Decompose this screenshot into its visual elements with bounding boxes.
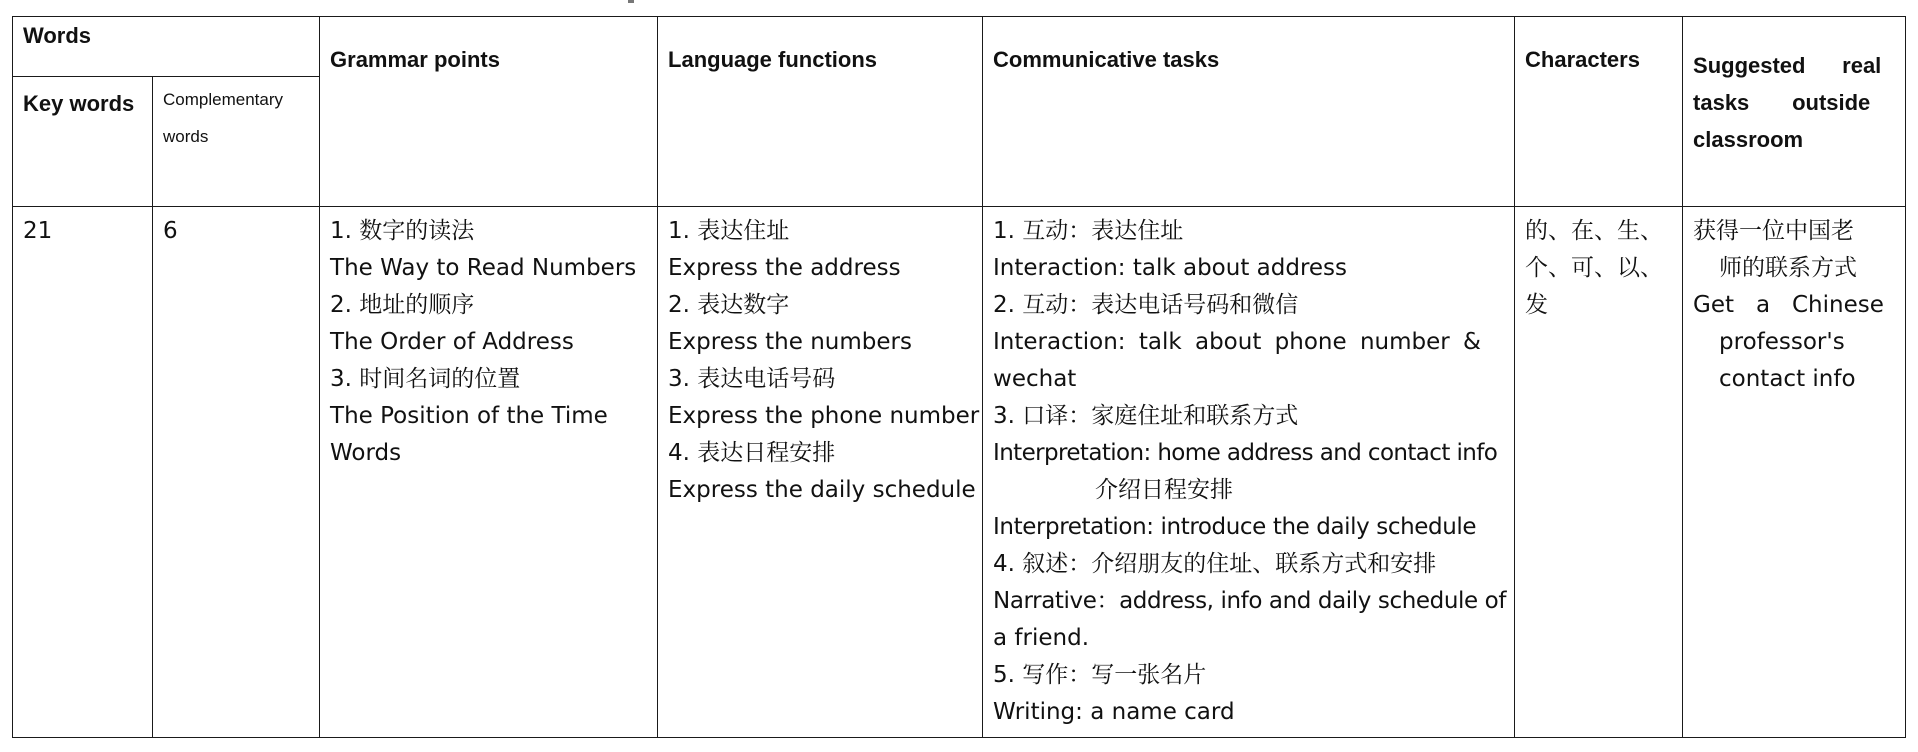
suggested-line: professor's (1719, 329, 1845, 355)
task-line: Interaction: talk about phone number & (993, 329, 1481, 355)
suggested-line: 获得一位中国老 (1693, 218, 1855, 244)
task-line: 3. 口译：家庭住址和联系方式 (993, 403, 1299, 429)
grammar-line: The Position of the Time (330, 403, 608, 429)
suggested-line: contact info (1719, 366, 1856, 392)
header-suggested-line-1: Suggested real (1693, 53, 1882, 78)
header-language-functions: Language functions (658, 17, 983, 207)
grammar-line: Words (330, 440, 402, 466)
header-characters: Characters (1515, 17, 1683, 207)
header-complementary-line-1: Complementary (163, 90, 283, 109)
task-line: Writing: a name card (993, 699, 1235, 725)
task-line: 4. 叙述：介绍朋友的住址、联系方式和安排 (993, 551, 1437, 577)
grammar-line: 2. 地址的顺序 (330, 292, 475, 318)
task-line: 1. 互动：表达住址 (993, 218, 1184, 244)
header-row-1 (13, 17, 1906, 77)
characters-line: 的、在、生、 (1525, 218, 1664, 244)
function-line: 1. 表达住址 (668, 218, 790, 244)
cell-communicative-tasks (983, 207, 1515, 738)
task-line: 介绍日程安排 (1095, 477, 1234, 503)
header-communicative-tasks: Communicative tasks (983, 17, 1515, 207)
grammar-line: The Way to Read Numbers (330, 255, 637, 281)
cell-complementary-words: 6 (153, 207, 320, 738)
function-line: Express the phone number (668, 403, 980, 429)
cell-key-words: 21 (13, 207, 153, 738)
characters-line: 发 (1525, 292, 1549, 318)
task-line: Interpretation: home address and contact info (993, 440, 1498, 466)
task-line: a friend. (993, 625, 1090, 651)
cell-characters (1515, 207, 1683, 738)
header-key-words: Key words (13, 77, 153, 207)
task-line: 5. 写作：写一张名片 (993, 662, 1207, 688)
header-words: Words (13, 17, 320, 77)
header-suggested-line-3: classroom (1693, 127, 1804, 152)
suggested-line: Get a Chinese (1693, 292, 1884, 318)
header-complementary-line-2: words (163, 127, 209, 146)
function-line: 4. 表达日程安排 (668, 440, 836, 466)
function-line: Express the numbers (668, 329, 912, 355)
header-suggested-line-2: tasks outside (1693, 90, 1871, 115)
characters-line: 个、可、以、 (1525, 255, 1664, 281)
task-line: Interpretation: introduce the daily schedule (993, 514, 1477, 540)
suggested-line: 师的联系方式 (1719, 255, 1858, 281)
curriculum-table (12, 16, 1906, 738)
task-line: 2. 互动：表达电话号码和微信 (993, 292, 1299, 318)
grammar-line: 1. 数字的读法 (330, 218, 475, 244)
task-line: Narrative：address, info and daily schedule of (993, 588, 1507, 614)
task-line: wechat (993, 366, 1077, 392)
function-line: 3. 表达电话号码 (668, 366, 836, 392)
page-edge-mark (628, 0, 634, 3)
function-line: 2. 表达数字 (668, 292, 790, 318)
content-row (13, 207, 1906, 738)
header-complementary-words (153, 77, 320, 207)
cell-suggested-tasks (1683, 207, 1906, 738)
header-suggested-tasks (1683, 17, 1906, 207)
cell-language-functions (658, 207, 983, 738)
function-line: Express the daily schedule (668, 477, 976, 503)
grammar-line: 3. 时间名词的位置 (330, 366, 521, 392)
cell-grammar-points (320, 207, 658, 738)
function-line: Express the address (668, 255, 901, 281)
task-line: Interaction: talk about address (993, 255, 1348, 281)
grammar-line: The Order of Address (330, 329, 574, 355)
header-grammar-points: Grammar points (320, 17, 658, 207)
